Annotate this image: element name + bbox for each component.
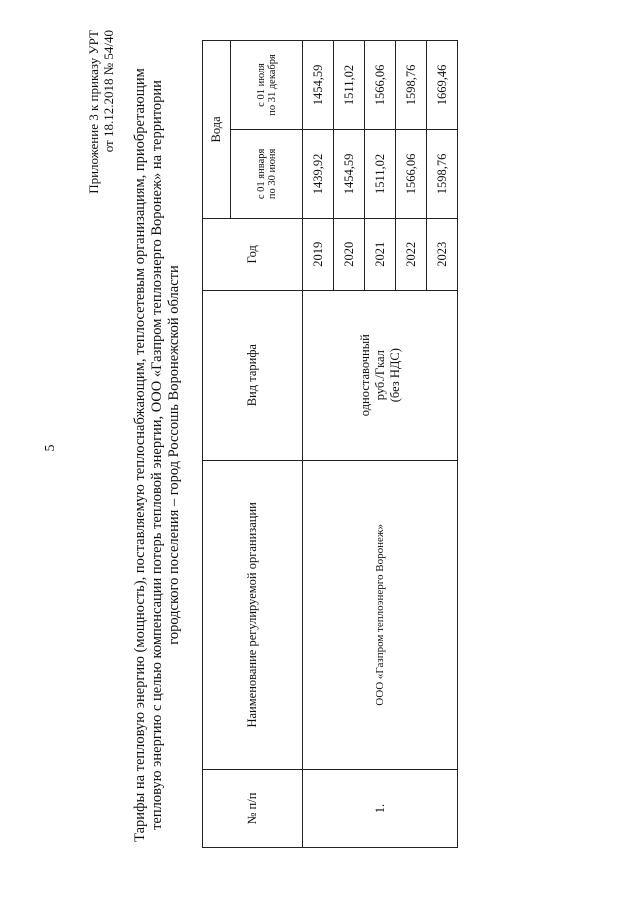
header-period-1 xyxy=(231,129,303,218)
header-num: № п/п xyxy=(203,770,303,848)
row-num: 1. xyxy=(303,770,458,848)
year-cell: 2020 xyxy=(334,218,365,290)
value-h2: 1454,59 xyxy=(303,41,334,130)
title-line-1: Тарифы на тепловую энергию (мощность), поставляемую теплоснабжающим, теплосетевым организациям, приобретающим xyxy=(132,68,148,842)
approval-note xyxy=(86,30,116,330)
header-period-2-from: с 01 июля xyxy=(255,63,267,107)
header-period-1-from: с 01 января xyxy=(255,148,267,200)
row-org-name: ООО «Газпром теплоэнерго Воронеж» xyxy=(303,460,458,770)
title-line-3: городского поселения – город Россошь Воронежской области xyxy=(166,265,182,645)
value-h1: 1598,76 xyxy=(427,129,458,218)
row-tariff-type xyxy=(303,290,458,460)
header-period-2-to: по 31 декабря xyxy=(266,54,278,116)
approval-line-2: от 18.12.2018 № 54/40 xyxy=(101,30,116,153)
year-cell: 2019 xyxy=(303,218,334,290)
document-title xyxy=(132,30,183,880)
tariff-table xyxy=(202,40,458,848)
header-period-1-to: по 30 июня xyxy=(266,148,278,200)
tariff-type-line-1: одноставочный xyxy=(357,334,372,417)
value-h2: 1598,76 xyxy=(396,41,427,130)
rotated-page xyxy=(20,30,640,880)
value-h2: 1511,02 xyxy=(334,41,365,130)
value-h1: 1454,59 xyxy=(334,129,365,218)
year-cell: 2023 xyxy=(427,218,458,290)
value-h2: 1566,06 xyxy=(365,41,396,130)
value-h1: 1511,02 xyxy=(365,129,396,218)
value-h2: 1669,46 xyxy=(427,41,458,130)
tariff-type-line-3: (без НДС) xyxy=(387,348,402,403)
tariff-type-line-2: руб./Гкал xyxy=(372,350,387,401)
header-org: Наименование регулируемой организации xyxy=(203,460,303,770)
page-number: 5 xyxy=(43,444,58,452)
year-cell: 2022 xyxy=(396,218,427,290)
title-line-2: тепловую энергию с целью компенсации потерь тепловой энергии, ООО «Газпром теплоэнерго Воронеж» на территории xyxy=(149,80,165,830)
value-h1: 1566,06 xyxy=(396,129,427,218)
table-row xyxy=(303,41,334,848)
header-period-2 xyxy=(231,41,303,130)
header-year: Год xyxy=(203,218,303,290)
header-tariff-type: Вид тарифа xyxy=(203,290,303,460)
header-water: Вода xyxy=(203,41,231,219)
year-cell: 2021 xyxy=(365,218,396,290)
approval-line-1: Приложение 3 к приказу УРТ xyxy=(86,30,101,194)
value-h1: 1439,92 xyxy=(303,129,334,218)
